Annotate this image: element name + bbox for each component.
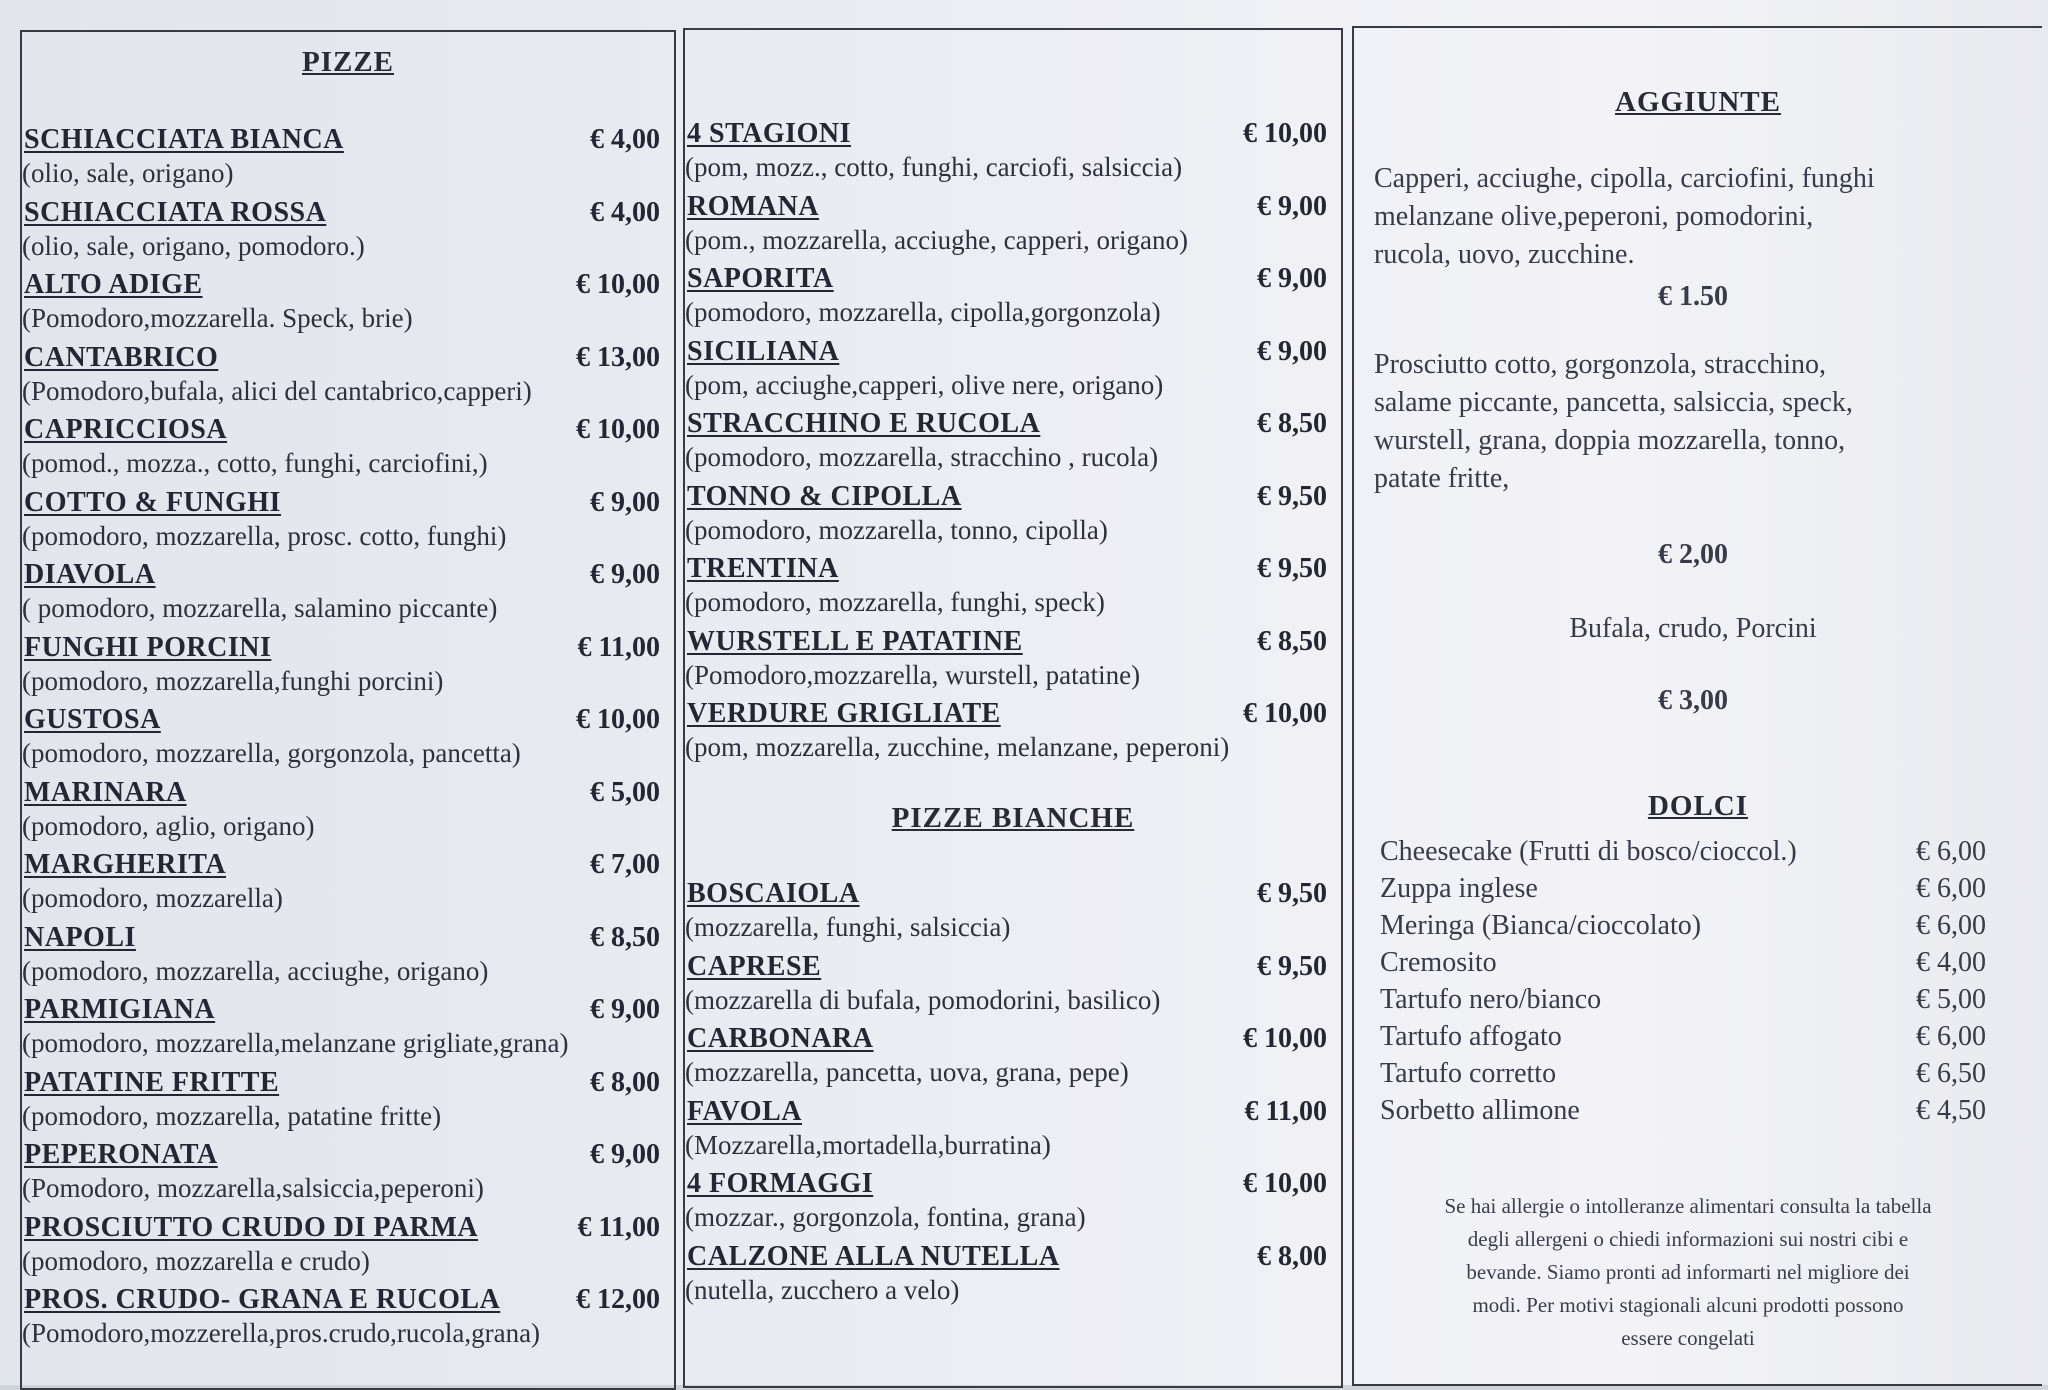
dolci-item-price: € 4,00 bbox=[1916, 947, 1986, 978]
menu-item-name: 4 STAGIONI bbox=[687, 118, 851, 149]
menu-item-name: FAVOLA bbox=[687, 1095, 802, 1127]
menu-item-price: € 9,50 bbox=[1257, 878, 1327, 909]
menu-item-name: NAPOLI bbox=[24, 921, 136, 953]
aggiunte-group3-price: € 3,00 bbox=[1658, 685, 1728, 716]
menu-item-description: (pomodoro, mozzarella, funghi, speck) bbox=[685, 587, 1105, 617]
menu-item-name: MARINARA bbox=[24, 776, 187, 808]
dolci-item-price: € 4,50 bbox=[1916, 1095, 1986, 1126]
menu-item-name: COTTO & FUNGHI bbox=[24, 486, 281, 518]
menu-item-description: (pomodoro, mozzarella, patatine fritte) bbox=[22, 1100, 442, 1131]
menu-item-price: € 12,00 bbox=[576, 1284, 660, 1315]
menu-item-name: MARGHERITA bbox=[24, 849, 227, 880]
menu-item bbox=[685, 1021, 1341, 1094]
pizze-bianche-list bbox=[685, 876, 1341, 1311]
menu-item-description: (pomodoro, mozzarella, cipolla,gorgonzola) bbox=[685, 297, 1161, 327]
dolci-item bbox=[1354, 1095, 2042, 1132]
menu-item bbox=[685, 406, 1341, 479]
menu-item-price: € 4,00 bbox=[590, 124, 660, 155]
menu-item-price: € 9,00 bbox=[590, 486, 660, 518]
menu-item bbox=[22, 1282, 674, 1355]
menu-item-name: CANTABRICO bbox=[24, 341, 219, 373]
menu-item-description: (Pomodoro,bufala, alici del cantabrico,capperi) bbox=[22, 375, 532, 406]
dolci-item-name: Cremosito bbox=[1380, 947, 1497, 978]
menu-item-description: (pom, acciughe,capperi, olive nere, origano) bbox=[685, 369, 1164, 400]
menu-item-description: (pom., mozzarella, acciughe, capperi, origano) bbox=[685, 224, 1189, 255]
allergy-note-line: bevande. Siamo pronti ad informarti nel migliore dei bbox=[1466, 1260, 1910, 1284]
pizze-continued-column bbox=[683, 28, 1343, 1388]
menu-item-description: (mozzar., gorgonzola, fontina, grana) bbox=[685, 1202, 1086, 1232]
menu-item bbox=[685, 116, 1341, 189]
menu-item-name: ROMANA bbox=[687, 190, 820, 222]
menu-item-name: PARMIGIANA bbox=[24, 994, 216, 1025]
menu-item-description: (olio, sale, origano) bbox=[22, 158, 234, 188]
dolci-item-price: € 6,50 bbox=[1916, 1058, 1986, 1089]
menu-item-price: € 4,00 bbox=[590, 196, 660, 228]
dolci-item bbox=[1354, 1058, 2042, 1095]
dolci-item-name: Sorbetto allimone bbox=[1380, 1095, 1580, 1126]
menu-item-price: € 9,50 bbox=[1257, 553, 1327, 584]
allergy-note-line: modi. Per motivi stagionali alcuni prodotti possono bbox=[1472, 1293, 1904, 1317]
aggiunte-group2-line: patate fritte, bbox=[1374, 463, 1510, 494]
menu-item-price: € 8,00 bbox=[1257, 1240, 1327, 1272]
menu-item-name: CAPRICCIOSA bbox=[24, 414, 228, 445]
menu-item bbox=[22, 847, 674, 920]
menu-item-price: € 10,00 bbox=[1243, 698, 1327, 729]
dolci-item-price: € 6,00 bbox=[1916, 1021, 1986, 1052]
dolci-item bbox=[1354, 873, 2042, 910]
dolci-heading: DOLCI bbox=[1647, 790, 1749, 822]
menu-item-description: (olio, sale, origano, pomodoro.) bbox=[22, 230, 365, 261]
menu-item bbox=[685, 696, 1341, 769]
menu-item bbox=[22, 992, 674, 1065]
menu-item-price: € 10,00 bbox=[576, 704, 660, 735]
menu-item bbox=[685, 551, 1341, 624]
menu-item-name: CALZONE ALLA NUTELLA bbox=[687, 1240, 1060, 1272]
menu-item-description: (pomodoro, mozzarella, gorgonzola, pancetta) bbox=[22, 738, 521, 768]
allergy-note-line: Se hai allergie o intolleranze alimentari consulta la tabella bbox=[1444, 1194, 1932, 1218]
menu-item-price: € 11,00 bbox=[577, 1211, 660, 1243]
menu-item bbox=[22, 702, 674, 775]
menu-item bbox=[685, 479, 1341, 552]
menu-item bbox=[685, 1094, 1341, 1167]
menu-item bbox=[685, 876, 1341, 949]
menu-item-price: € 5,00 bbox=[590, 776, 660, 808]
pizze-bianche-heading: PIZZE BIANCHE bbox=[891, 802, 1135, 834]
menu-item-price: € 9,00 bbox=[590, 994, 660, 1025]
dolci-item-price: € 6,00 bbox=[1916, 910, 1986, 941]
aggiunte-group2-line: salame piccante, pancetta, salsiccia, speck, bbox=[1374, 387, 1853, 418]
aggiunte-group1-text bbox=[1374, 160, 2012, 274]
menu-item-description: (pomodoro, mozzarella, stracchino , rucola) bbox=[685, 442, 1159, 472]
aggiunte-dolci-column bbox=[1352, 26, 2042, 1386]
menu-item bbox=[22, 1065, 674, 1138]
aggiunte-group2-line: wurstell, grana, doppia mozzarella, tonno, bbox=[1374, 425, 1846, 456]
dolci-item bbox=[1354, 1021, 2042, 1058]
menu-item-description: (pom, mozzarella, zucchine, melanzane, peperoni) bbox=[685, 732, 1230, 762]
menu-item-description: (mozzarella di bufala, pomodorini, basilico) bbox=[685, 984, 1161, 1015]
dolci-item bbox=[1354, 836, 2042, 873]
aggiunte-group2-text bbox=[1374, 346, 2012, 498]
allergy-note-line: degli allergeni o chiedi informazioni sui nostri cibi e bbox=[1467, 1227, 1909, 1251]
menu-item-price: € 11,00 bbox=[577, 631, 660, 663]
menu-item-name: PROSCIUTTO CRUDO DI PARMA bbox=[24, 1211, 479, 1243]
menu-item-name: FUNGHI PORCINI bbox=[24, 631, 272, 663]
menu-item-description: (pomodoro, mozzarella, acciughe, origano) bbox=[22, 955, 489, 986]
menu-item-description: (pomodoro, mozzarella,melanzane grigliate,grana) bbox=[22, 1028, 569, 1058]
menu-item bbox=[22, 1210, 674, 1283]
menu-item-price: € 10,00 bbox=[1243, 118, 1327, 149]
menu-item-name: VERDURE GRIGLIATE bbox=[687, 698, 1001, 729]
menu-item bbox=[685, 1166, 1341, 1239]
menu-item-price: € 8,50 bbox=[1257, 408, 1327, 439]
aggiunte-group1-line: rucola, uovo, zucchine. bbox=[1374, 239, 1635, 270]
aggiunte-group3-text: Bufala, crudo, Porcini bbox=[1569, 613, 1817, 644]
menu-item-price: € 10,00 bbox=[1243, 1023, 1327, 1054]
menu-item bbox=[22, 122, 674, 195]
menu-item-price: € 9,00 bbox=[590, 559, 660, 590]
dolci-item-name: Tartufo affogato bbox=[1380, 1021, 1562, 1052]
pizze-column bbox=[20, 30, 676, 1390]
dolci-item bbox=[1354, 984, 2042, 1021]
menu-item-price: € 8,50 bbox=[590, 921, 660, 953]
menu-item-price: € 8,50 bbox=[1257, 625, 1327, 657]
menu-item-description: (Pomodoro,mozzarella. Speck, brie) bbox=[22, 303, 413, 333]
menu-item-description: (pom, mozz., cotto, funghi, carciofi, salsiccia) bbox=[685, 152, 1183, 182]
menu-item-price: € 10,00 bbox=[576, 269, 660, 300]
menu-item-description: (pomod., mozza., cotto, funghi, carciofini,) bbox=[22, 448, 488, 478]
menu-item-price: € 10,00 bbox=[576, 414, 660, 445]
menu-item-price: € 11,00 bbox=[1244, 1095, 1327, 1127]
aggiunte-group2-line: Prosciutto cotto, gorgonzola, stracchino, bbox=[1374, 349, 1827, 380]
menu-item-name: SCHIACCIATA ROSSA bbox=[24, 196, 327, 228]
menu-item-name: CAPRESE bbox=[687, 950, 822, 982]
menu-item-description: (pomodoro, mozzarella,funghi porcini) bbox=[22, 665, 444, 696]
menu-item-name: ALTO ADIGE bbox=[24, 269, 203, 300]
menu-item-price: € 10,00 bbox=[1243, 1168, 1327, 1199]
dolci-item-price: € 6,00 bbox=[1916, 836, 1986, 867]
menu-item-name: STRACCHINO E RUCOLA bbox=[687, 408, 1041, 439]
menu-item-name: PROS. CRUDO- GRANA E RUCOLA bbox=[24, 1284, 501, 1315]
dolci-item bbox=[1354, 910, 2042, 947]
menu-item bbox=[22, 195, 674, 268]
menu-item-description: (mozzarella, funghi, salsiccia) bbox=[685, 912, 1011, 942]
menu-item bbox=[685, 949, 1341, 1022]
menu-item bbox=[22, 412, 674, 485]
aggiunte-group1-line: melanzane olive,peperoni, pomodorini, bbox=[1374, 201, 1814, 232]
menu-item-name: SCHIACCIATA BIANCA bbox=[24, 124, 344, 155]
dolci-list bbox=[1354, 836, 2042, 1132]
dolci-item-name: Tartufo nero/bianco bbox=[1380, 984, 1602, 1015]
menu-item bbox=[685, 1239, 1341, 1312]
menu-item-name: CARBONARA bbox=[687, 1023, 874, 1054]
menu-item-price: € 9,00 bbox=[590, 1139, 660, 1170]
dolci-item-name: Meringa (Bianca/cioccolato) bbox=[1380, 910, 1702, 941]
menu-item bbox=[685, 624, 1341, 697]
menu-item-description: (Pomodoro,mozzerella,pros.crudo,rucola,grana) bbox=[22, 1318, 541, 1348]
menu-item-description: (mozzarella, pancetta, uova, grana, pepe) bbox=[685, 1057, 1129, 1087]
menu-item bbox=[22, 340, 674, 413]
menu-item-description: (nutella, zucchero a velo) bbox=[685, 1274, 960, 1305]
allergy-note-line: essere congelati bbox=[1621, 1326, 1755, 1350]
menu-item-name: DIAVOLA bbox=[24, 559, 156, 590]
menu-item-description: (pomodoro, mozzarella) bbox=[22, 883, 283, 913]
menu-item-description: (Pomodoro, mozzarella,salsiccia,peperoni) bbox=[22, 1173, 484, 1203]
aggiunte-group1-price: € 1.50 bbox=[1658, 281, 1728, 312]
aggiunte-group2-price: € 2,00 bbox=[1658, 539, 1728, 570]
menu-item-description: (Mozzarella,mortadella,burratina) bbox=[685, 1129, 1051, 1160]
menu-item-name: GUSTOSA bbox=[24, 704, 161, 735]
menu-item-name: TONNO & CIPOLLA bbox=[687, 480, 962, 512]
menu-item-price: € 9,00 bbox=[1257, 190, 1327, 222]
menu-item-name: 4 FORMAGGI bbox=[687, 1168, 874, 1199]
pizze-list bbox=[22, 122, 674, 1355]
menu-item bbox=[22, 485, 674, 558]
menu-item-description: (pomodoro, mozzarella e crudo) bbox=[22, 1245, 370, 1276]
menu-item-name: SAPORITA bbox=[687, 263, 834, 294]
menu-item-price: € 9,00 bbox=[1257, 263, 1327, 294]
dolci-item-price: € 5,00 bbox=[1916, 984, 1986, 1015]
menu-item-description: (Pomodoro,mozzarella, wurstell, patatine) bbox=[685, 659, 1141, 690]
menu-item-price: € 9,00 bbox=[1257, 335, 1327, 367]
menu-item-description: (pomodoro, mozzarella, prosc. cotto, funghi) bbox=[22, 520, 507, 551]
dolci-item-name: Cheesecake (Frutti di bosco/cioccol.) bbox=[1380, 836, 1797, 867]
allergy-note bbox=[1374, 1190, 2002, 1355]
menu-item-name: BOSCAIOLA bbox=[687, 878, 860, 909]
menu-item-name: PATATINE FRITTE bbox=[24, 1066, 280, 1098]
menu-item-name: SICILIANA bbox=[687, 335, 840, 367]
menu-item bbox=[22, 1137, 674, 1210]
menu-item bbox=[685, 334, 1341, 407]
menu-item-price: € 9,50 bbox=[1257, 480, 1327, 512]
menu-item-price: € 7,00 bbox=[590, 849, 660, 880]
menu-item-description: (pomodoro, aglio, origano) bbox=[22, 810, 315, 841]
menu-item bbox=[22, 557, 674, 630]
menu-item bbox=[22, 775, 674, 848]
menu-item-name: TRENTINA bbox=[687, 553, 839, 584]
dolci-item bbox=[1354, 947, 2042, 984]
menu-item bbox=[685, 261, 1341, 334]
dolci-item-name: Tartufo corretto bbox=[1380, 1058, 1557, 1089]
menu-item-description: ( pomodoro, mozzarella, salamino piccante) bbox=[22, 593, 498, 623]
menu-item-price: € 8,00 bbox=[590, 1066, 660, 1098]
menu-item-price: € 13,00 bbox=[576, 341, 660, 373]
menu-item-name: WURSTELL E PATATINE bbox=[687, 625, 1023, 657]
aggiunte-heading: AGGIUNTE bbox=[1615, 86, 1781, 118]
menu-item-price: € 9,50 bbox=[1257, 950, 1327, 982]
menu-item bbox=[685, 189, 1341, 262]
menu-item bbox=[22, 920, 674, 993]
pizze-continued-list bbox=[685, 116, 1341, 769]
dolci-item-price: € 6,00 bbox=[1916, 873, 1986, 904]
aggiunte-group1-line: Capperi, acciughe, cipolla, carciofini, funghi bbox=[1374, 163, 1875, 194]
menu-item-description: (pomodoro, mozzarella, tonno, cipolla) bbox=[685, 514, 1108, 545]
menu-item bbox=[22, 630, 674, 703]
dolci-item-name: Zuppa inglese bbox=[1380, 873, 1538, 904]
pizze-heading: PIZZE bbox=[301, 46, 395, 78]
menu-item bbox=[22, 267, 674, 340]
menu-item-name: PEPERONATA bbox=[24, 1139, 218, 1170]
